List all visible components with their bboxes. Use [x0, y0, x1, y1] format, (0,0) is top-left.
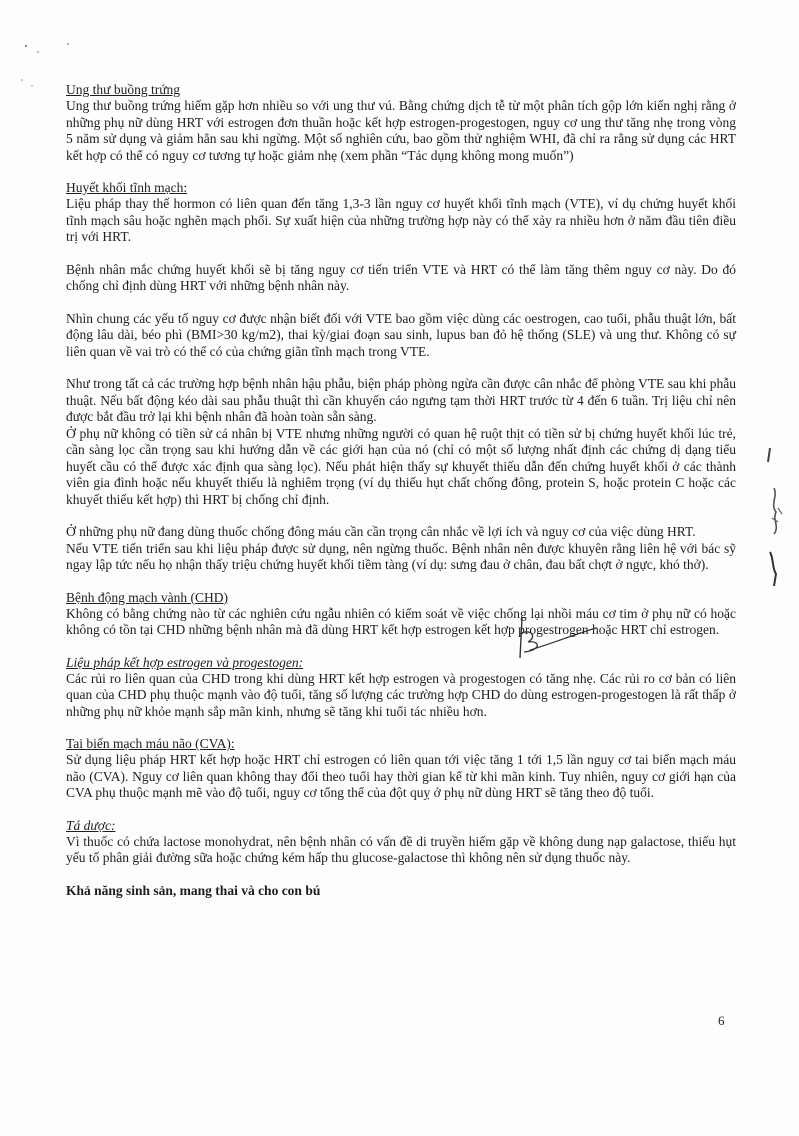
- section-heading: Ung thư buồng trứng: [66, 82, 181, 97]
- section-ovarian-cancer: [66, 82, 736, 164]
- paragraph: Sử dụng liệu pháp HRT kết hợp hoặc HRT chỉ estrogen có liên quan tới việc tăng 1 tới 1,5 lần nguy cơ tai biến mạch máu não (CVA). Nguy cơ liên quan không thay đổi theo tuổi hay thời gian kể từ khi mãn kinh. Tuy nhiên, nguy cơ giới hạn của CVA phụ thuộc mạnh mẽ vào độ tuổi, nguy cơ tổng thể của đột quỵ ở phụ nữ dùng HRT sẽ tăng theo độ tuổi.: [66, 752, 736, 800]
- final-heading: Khả năng sinh sản, mang thai và cho con bú: [66, 882, 321, 898]
- section-heading: Tai biến mạch máu não (CVA):: [66, 736, 235, 751]
- margin-stamp-mark: [760, 448, 790, 588]
- paragraph: Bệnh nhân mắc chứng huyết khối sẽ bị tăng nguy cơ tiến triển VTE và HRT có thể làm tăng thêm nguy cơ này. Do đó chống chỉ định dùng HRT với những bệnh nhân này.: [66, 261, 736, 293]
- page-number: 6: [718, 1013, 725, 1028]
- section-heading: Huyết khối tĩnh mạch:: [66, 180, 188, 195]
- section-coronary-heart-disease: [66, 590, 736, 639]
- paragraph: Ung thư buồng trứng hiếm gặp hơn nhiều so với ung thư vú. Bằng chứng dịch tễ từ một phân tích gộp lớn kiến nghị rằng ở những phụ nữ dùng HRT với estrogen đơn thuần hoặc kết hợp estrogen-progestogen, nguy cơ ung thư tăng nhẹ trong vòng 5 năm sử dụng và giảm hẳn sau khi ngừng. Một số nghiên cứu, bao gồm thử nghiệm WHI, đã chỉ ra rằng sử dụng các HRT kết hợp có thể có nguy cơ tương tự hoặc giảm nhẹ (xem phần “Tác dụng không mong muốn”): [66, 98, 736, 163]
- paragraph: Nếu VTE tiến triển sau khi liệu pháp được sử dụng, nên ngừng thuốc. Bệnh nhân nên được khuyên rằng liên hệ với bác sỹ ngay lập tức nếu họ nhận thấy triệu chứng huyết khối tiềm tàng (ví dụ: sưng đau ở chân, đau bất chợt ở ngực, khó thở).: [66, 540, 736, 572]
- paragraph: Không có bằng chứng nào từ các nghiên cứu ngẫu nhiên có kiểm soát về việc chống lại nhồi máu cơ tim ở phụ nữ có hoặc không có tồn tại CHD những bệnh nhân mà đã dùng HRT kết hợp estrogen kết hợp progestrogen hoặc HRT chỉ estrogen.: [66, 605, 736, 637]
- section-stroke: [66, 736, 736, 802]
- section-venous-thrombosis: [66, 180, 736, 574]
- signature-mark: [500, 614, 600, 670]
- section-combined-therapy: [66, 655, 736, 721]
- section-excipients: [66, 818, 736, 867]
- paragraph: Ở phụ nữ không có tiền sử cá nhân bị VTE nhưng những người có quan hệ ruột thịt có tiền sử bị chứng huyết khối lúc trẻ, cần sàng lọc cần trọng sau khi hướng dẫn về các giới hạn của nó (chỉ có một số lượng nhất định các chứng dị dạng tiểu huyết cầu có thể được xác định qua sàng lọc). Nếu phát hiện thấy sự khuyết thiếu dẫn đến chứng huyết khối ở các thành viên gia đình hoặc nếu khuyết thiếu là nghiêm trọng (ví dụ thiếu hụt chất chống đông, protein S, hoặc protein C hoặc các khuyết thiếu kết hợp) thì HRT bị chống chỉ định.: [66, 425, 736, 507]
- paragraph: Các rủi ro liên quan của CHD trong khi dùng HRT kết hợp estrogen và progestogen có tăng nhẹ. Các rủi ro cơ bản có liên quan của CHD phụ thuộc mạnh vào độ tuổi, tăng số lượng các trường hợp CHD do dùng estrogen-progestogen là rất thấp ở những phụ nữ khỏe mạnh sắp mãn kinh, nhưng sẽ tăng khi tuổi tác nhiều hơn.: [66, 670, 736, 719]
- paragraph: Nhìn chung các yếu tố nguy cơ được nhận biết đối với VTE bao gồm việc dùng các oestrogen, cao tuổi, phẫu thuật lớn, bất động lâu dài, béo phì (BMI>30 kg/m2), thai kỳ/giai đoạn sau sinh, lupus ban đỏ hệ thống (SLE) và ung thư. Không có sự liên quan về vai trò có thể có của chứng giãn tĩnh mạch trong VTE.: [66, 310, 736, 359]
- paragraph: Ở những phụ nữ đang dùng thuốc chống đông máu cần cần trọng cân nhắc về lợi ích và nguy cơ của việc dùng HRT.: [66, 524, 696, 539]
- section-heading: Liệu pháp kết hợp estrogen và progestogen:: [66, 654, 304, 670]
- paragraph: Vì thuốc có chứa lactose monohydrat, nên bệnh nhân có vấn đề di truyền hiếm gặp về không dung nạp galactose, thiếu hụt yếu tố phân giải đường sữa hoặc chứng kém hấp thu glucose-galactose thì không nên sử dụng thuốc này.: [66, 833, 736, 865]
- paragraph: Như trong tất cả các trường hợp bệnh nhân hậu phẫu, biện pháp phòng ngừa cần được cân nhắc để phòng VTE sau khi phẫu thuật. Nếu bất động kéo dài sau phẫu thuật thì cần khuyến cáo ngưng tạm thời HRT trước từ 4 đến 6 tuần. Trị liệu chỉ nên được bắt đầu trở lại khi bệnh nhân đã hoàn toàn sẵn sàng.: [66, 376, 736, 424]
- section-heading: Tá dược:: [66, 817, 116, 833]
- section-heading: Bệnh động mạch vành (CHD): [66, 589, 228, 605]
- paragraph: Liệu pháp thay thế hormon có liên quan đến tăng 1,3-3 lần nguy cơ huyết khối tĩnh mạch (VTE), ví dụ chứng huyết khối tĩnh mạch sâu hoặc nghẽn mạch phổi. Sự xuất hiện của những trường hợp này có thể xảy ra nhiều hơn ở năm đầu tiên điều trị với HRT.: [66, 196, 736, 244]
- document-body: [66, 82, 736, 899]
